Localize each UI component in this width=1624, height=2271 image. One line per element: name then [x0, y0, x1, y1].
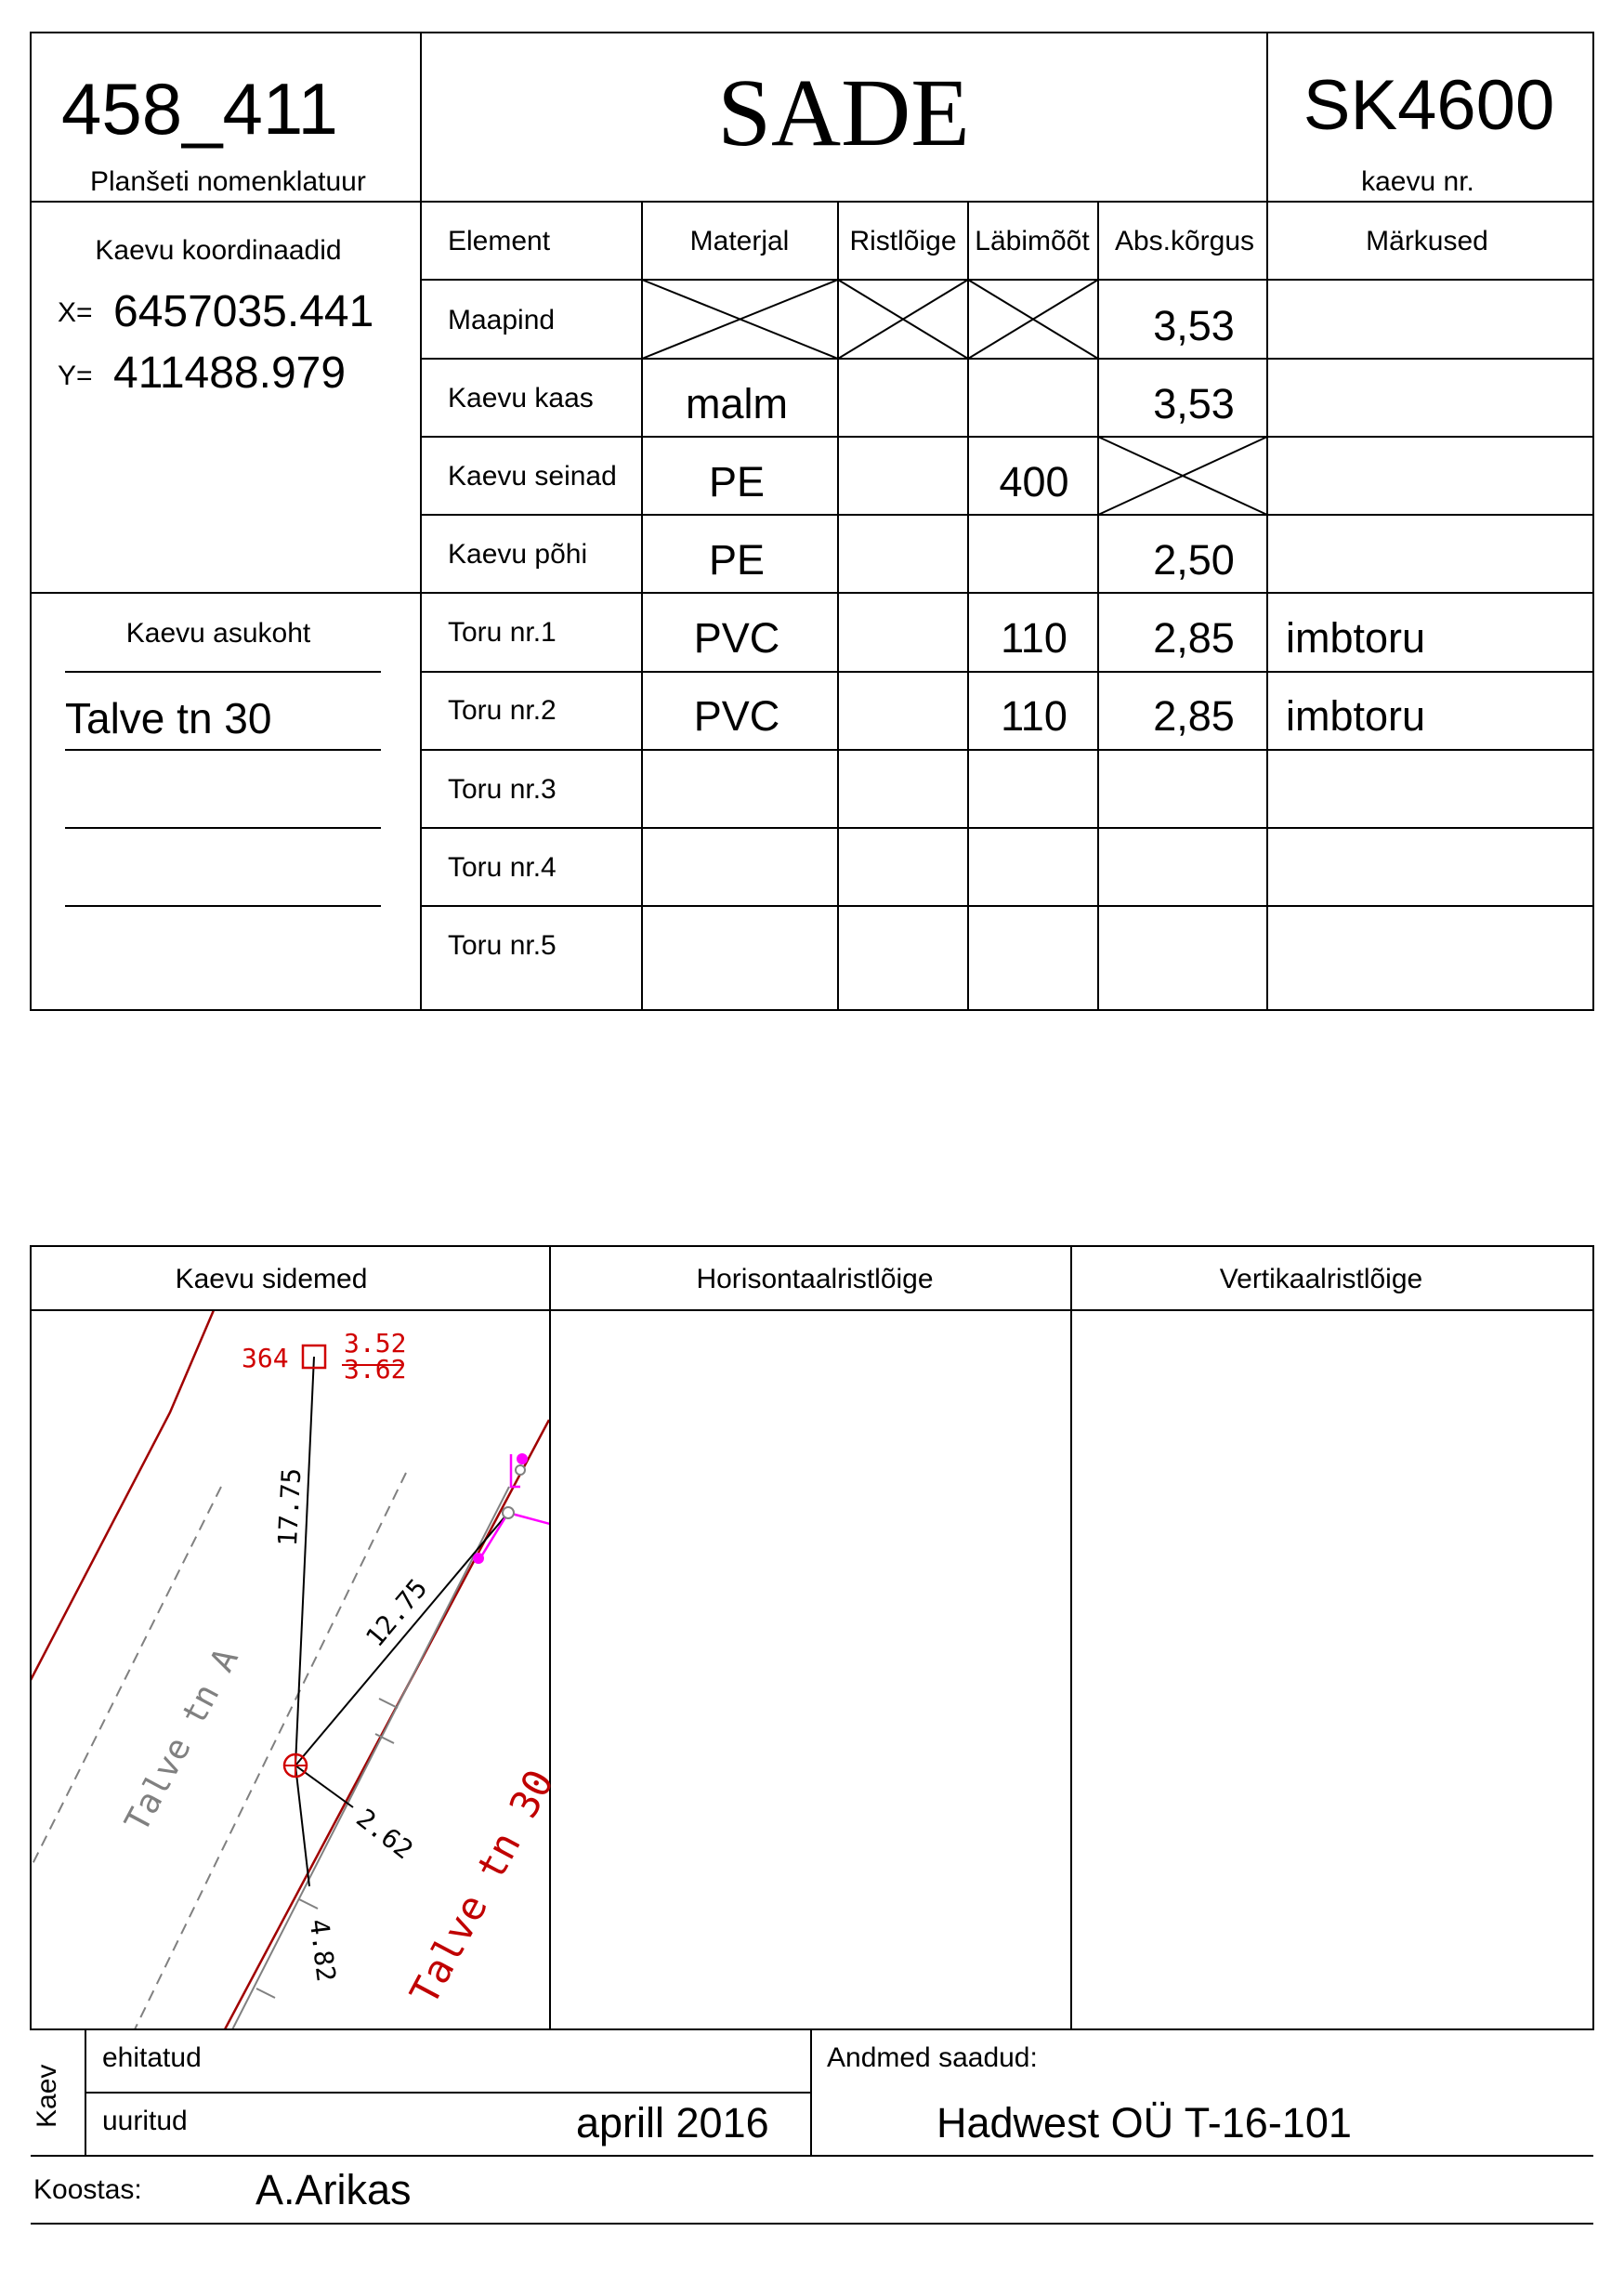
panel-ties-title: Kaevu sidemed: [175, 1264, 368, 1294]
surveyed-label: uuritud: [102, 2106, 188, 2136]
property-boundary: [31, 1310, 214, 1680]
coordinates-label: Kaevu koordinaadid: [95, 235, 342, 266]
row-height: 2,50: [1153, 536, 1235, 584]
x-label: X=: [58, 297, 93, 328]
x-value: 6457035.441: [113, 287, 374, 336]
header-element: Element: [448, 226, 551, 256]
location-address: Talve tn 30: [65, 694, 272, 742]
row-element: Toru nr.1: [448, 617, 557, 648]
dimension-label: 17.75: [271, 1467, 308, 1547]
source-label: Andmed saadud:: [827, 2042, 1038, 2073]
row-height: 3,53: [1153, 302, 1235, 349]
author-value: A.Arikas: [255, 2166, 412, 2213]
row-element: Toru nr.5: [448, 930, 557, 961]
surveyed-date: aprill 2016: [576, 2099, 769, 2146]
row-element: Toru nr.4: [448, 852, 557, 883]
street-label-b: Talve tn 30: [400, 1762, 563, 2013]
panel-vertical-title: Vertikaalristlõige: [1219, 1264, 1423, 1294]
row-diameter: 400: [999, 458, 1069, 505]
row-material: PVC: [693, 692, 780, 740]
dimension-label: 2.62: [350, 1802, 419, 1866]
well-vertical-label: Kaev: [32, 2064, 62, 2128]
panel-horizontal-title: Horisontaalristlõige: [696, 1264, 934, 1294]
y-label: Y=: [58, 361, 93, 391]
sheet-number: 458_411: [61, 68, 338, 150]
row-notes: imbtoru: [1286, 614, 1426, 662]
built-label: ehitatud: [102, 2042, 202, 2073]
source-value: Hadwest OÜ T-16-101: [936, 2099, 1352, 2146]
row-element: Maapind: [448, 305, 556, 335]
header-material: Materjal: [689, 226, 790, 256]
row-element: Kaevu kaas: [448, 383, 594, 414]
row-diameter: 110: [1001, 692, 1067, 740]
reference-top-value: 3.52: [344, 1328, 407, 1359]
row-notes: imbtoru: [1286, 692, 1426, 740]
street-label-a: Talve tn A: [117, 1642, 246, 1839]
location-label: Kaevu asukoht: [125, 618, 311, 649]
well-label: kaevu nr.: [1361, 166, 1474, 197]
row-diameter: 110: [1001, 614, 1067, 662]
well-number: SK4600: [1303, 66, 1555, 145]
header-notes: Märkused: [1366, 226, 1488, 256]
dimension-label: 12.75: [360, 1572, 434, 1653]
reference-bottom-value: 3.62: [344, 1354, 407, 1385]
row-material: PE: [708, 458, 766, 505]
row-material: malm: [686, 380, 788, 427]
sheet-label: Planšeti nomenklatuur: [90, 166, 366, 197]
row-element: Kaevu põhi: [448, 539, 588, 570]
row-height: 3,53: [1153, 380, 1235, 427]
header-cross-section: Ristlõige: [849, 226, 957, 256]
row-element: Toru nr.2: [448, 695, 557, 726]
header-diameter: Läbimõõt: [975, 226, 1090, 256]
row-element: Kaevu seinad: [448, 461, 617, 492]
row-height: 2,85: [1153, 614, 1235, 662]
y-value: 411488.979: [113, 348, 347, 398]
dimension-label: 4.82: [303, 1917, 342, 1984]
page-title: SADE: [717, 59, 970, 166]
row-height: 2,85: [1153, 692, 1235, 740]
row-element: Toru nr.3: [448, 774, 557, 805]
row-material: PE: [708, 536, 766, 584]
author-label: Koostas:: [33, 2174, 142, 2205]
reference-point-label: 364: [242, 1343, 289, 1373]
row-material: PVC: [693, 614, 780, 662]
header-elevation: Abs.kõrgus: [1114, 226, 1255, 256]
